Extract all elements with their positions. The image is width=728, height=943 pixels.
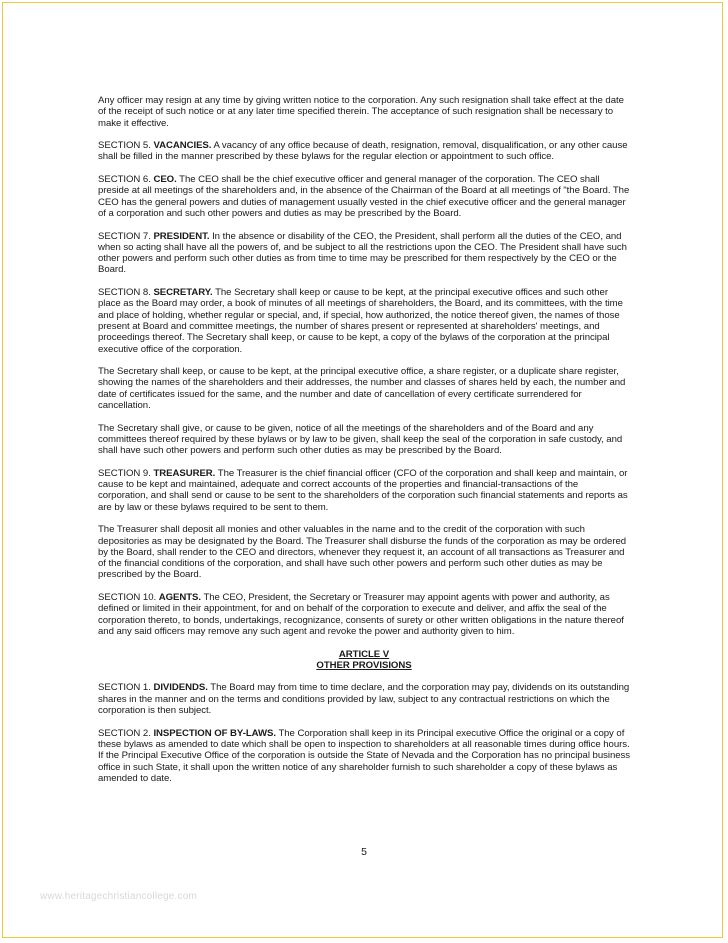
article-number: ARTICLE V — [338, 648, 390, 660]
section-heading: INSPECTION OF BY-LAWS. — [153, 727, 276, 739]
document-body — [98, 95, 630, 795]
watermark-text: www.heritagechristiancollege.com — [40, 891, 198, 902]
paragraph-text: Any officer may resign at any time by giving written notice to the corporation. Any such resignation shall take effect at the date of the receipt of such notice or at any later time specified therein. The acceptance of such resignation shall be necessary to make it effective. — [98, 95, 624, 129]
section-8-secretary — [98, 287, 630, 355]
paragraph-text: In the absence or disability of the CEO, the President, shall perform all the duties of the CEO, and when so acting shall have all the powers of, and be subject to all the restrictions upon the CEO. The President shall have such other powers and perform such other duties as from time to time may be prescribed for them respectively by the CEO or the Board. — [98, 230, 627, 276]
section-heading: DIVIDENDS. — [153, 682, 208, 694]
paragraph-text: The Corporation shall keep in its Principal executive Office the original or a copy of these bylaws as amended to date which shall be open to inspection to shareholders at all reasonable times during office hours. If the Principal Executive Office of the corporation is outside the State of Nevada and the Corporation has no principal business office in such State, it shall upon the written notice of any shareholder furnish to such shareholder a copy of these bylaws as amended to date. — [98, 727, 631, 784]
section-label: SECTION 6. — [98, 174, 154, 186]
section-5-vacancies — [98, 140, 630, 163]
paragraph-resignation — [98, 95, 630, 129]
section-10-agents — [98, 592, 630, 637]
section-heading: SECRETARY. — [153, 287, 213, 299]
section-label: SECTION 10. — [98, 592, 159, 604]
article-5-section-2-inspection — [98, 728, 630, 784]
section-7-president — [98, 231, 630, 276]
section-label: SECTION 8. — [98, 287, 154, 299]
page-number: 5 — [361, 846, 367, 858]
article-5-section-1-dividends — [98, 682, 630, 716]
section-heading: TREASURER. — [153, 467, 216, 479]
section-label: SECTION 2. — [98, 727, 154, 739]
section-label: SECTION 7. — [98, 230, 154, 242]
paragraph-text: The CEO shall be the chief executive officer and general manager of the corporation. The CEO shall preside at all meetings of the shareholders and, in the absence of the Chairman of the Board at all meetings of "the Board. The CEO has the general powers and duties of management usually vested in the chief executive officer and the general manager of a corporation and such other powers and duties as may be prescribed by the Board. — [98, 174, 630, 219]
section-heading: VACANCIES. — [153, 140, 212, 152]
section-label: SECTION 1. — [98, 682, 154, 694]
paragraph-text: The Board may from time to time declare, and the corporation may pay, dividends on its outstanding shares in the manner and on the terms and conditions provided by law, subject to any contractual restrictions on which the corporation is then subject. — [98, 682, 630, 717]
paragraph-text: The Treasurer is the chief financial officer (CFO of the corporation and shall keep and maintain, or cause to be kept and maintained, adequate and correct accounts of the properties and financial-transactions of the corporation, and shall send or cause to be sent to the shareholders of the corporation such financial statements and reports as are by law or these bylaws required to be sent to them. — [98, 467, 628, 513]
paragraph-text: The CEO, President, the Secretary or Treasurer may appoint agents with power and authority, as defined or limited in their appointment, for and on behalf of the corporation to execute and deliver, and affix the seal of the corporation thereto, to bonds, undertakings, recognizance, consents of surety or other written obligations in the nature thereof and any said officers may remove any such agent and revoke the power and authority given to him. — [98, 592, 624, 637]
paragraph-text: The Secretary shall keep or cause to be kept, at the principal executive offices and such other place as the Board may order, a book of minutes of all meetings of shareholders, the Board, and its committees, with the time and place of holding, whether regular or special, and, if special, how authorized, the notice thereof given, the names of those present at Board and committee meetings, the number of shares present or represented at shareholders' meetings, and proceedings thereof. The Secretary shall keep, or cause to be kept, a copy of the bylaws of the corporation at the principal executive office of the corporation. — [98, 287, 623, 355]
section-heading: AGENTS. — [158, 592, 202, 604]
section-label: SECTION 5. — [98, 140, 154, 152]
paragraph-text: A vacancy of any office because of death, resignation, removal, disqualification, or any other cause shall be filled in the manner prescribed by these bylaws for the regular election or appointment to such office. — [98, 140, 628, 163]
paragraph-text: The Secretary shall keep, or cause to be kept, at the principal executive office, a share register, or a duplicate share register, showing the names of the shareholders and their addresses, the number and classes of shares held by each, the number and date of certificates issued for the same, and the number and date of cancellation of every certificate surrendered for cancellation. — [98, 366, 626, 412]
paragraph-text: The Secretary shall give, or cause to be given, notice of all the meetings of the shareholders and of the Board and any committees thereof required by these bylaws or by law to be given, shall keep the seal of the corporation in safe custody, and shall have such other powers and perform such other duties as may be prescribed by the Board. — [98, 422, 623, 457]
section-9-treasurer — [98, 468, 630, 513]
paragraph-treasurer-deposits — [98, 524, 630, 580]
section-label: SECTION 9. — [98, 467, 154, 479]
paragraph-text: The Treasurer shall deposit all monies and other valuables in the name and to the credit of the corporation with such depositories as may be designated by the Board. The Treasurer shall disburse the funds of the corporation as may be ordered by the Board, shall render to the CEO and directors, whenever they request it, an account of all transactions as Treasurer and of the financial conditions of the corporation, and shall have such other powers and perform such other duties as may be prescribed by the Board. — [98, 524, 627, 581]
paragraph-share-register — [98, 366, 630, 411]
section-heading: PRESIDENT. — [153, 230, 210, 242]
article-title: OTHER PROVISIONS — [316, 659, 412, 671]
section-6-ceo — [98, 174, 630, 219]
paragraph-secretary-notice — [98, 423, 630, 457]
section-heading: CEO. — [153, 174, 177, 186]
article-heading — [98, 649, 630, 672]
